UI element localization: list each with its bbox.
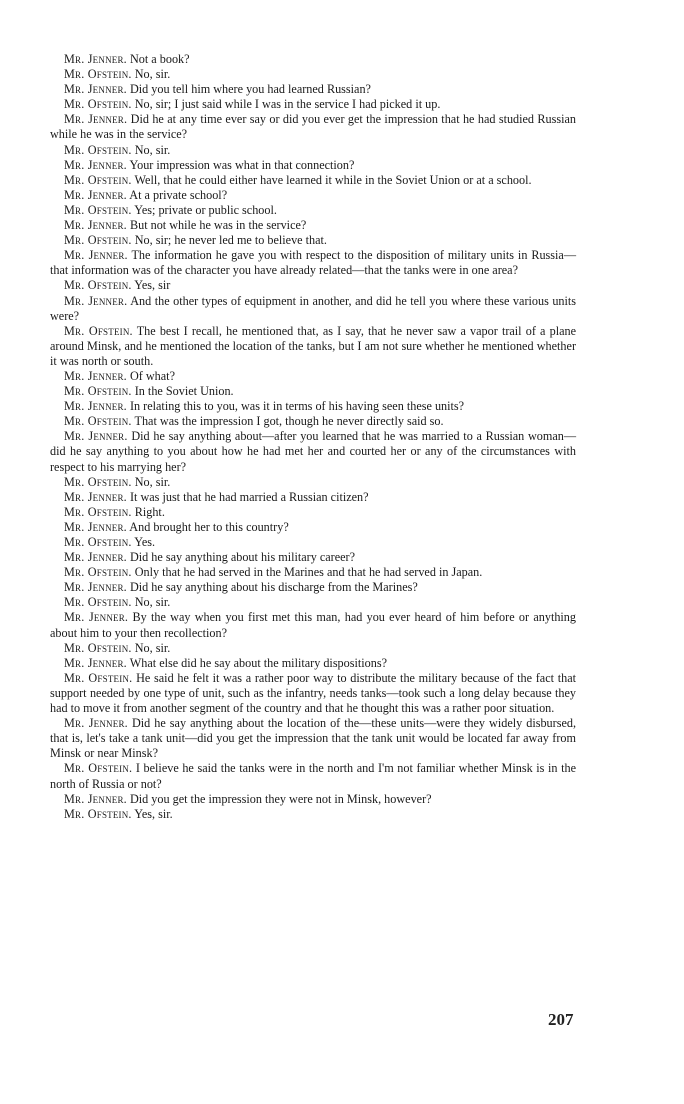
- testimony-paragraph: [50, 414, 576, 429]
- speech-text: Right.: [134, 504, 165, 519]
- testimony-paragraph: [50, 475, 576, 490]
- testimony-paragraph: [50, 384, 576, 399]
- testimony-paragraph: [50, 429, 576, 474]
- testimony-paragraph: [50, 67, 576, 82]
- speaker-name: Mr. Jenner.: [64, 519, 127, 534]
- speaker-name: Mr. Jenner.: [64, 368, 127, 383]
- speaker-name: Mr. Ofstein.: [64, 97, 132, 112]
- speech-text: Yes, sir: [134, 278, 171, 293]
- testimony-transcript: [50, 52, 576, 822]
- speaker-name: Mr. Ofstein.: [64, 384, 132, 399]
- speech-text: No, sir.: [134, 474, 171, 489]
- speech-text: Yes; private or public school.: [134, 202, 277, 217]
- testimony-paragraph: [50, 203, 576, 218]
- speaker-name: Mr. Ofstein.: [64, 806, 132, 821]
- speech-text: Did you tell him where you had learned Russian?: [129, 82, 371, 97]
- page-number: 207: [548, 1010, 574, 1029]
- testimony-paragraph: [50, 761, 576, 791]
- testimony-paragraph: [50, 158, 576, 173]
- speech-text: And the other types of equipment in another, and did he tell you where these various units were?: [50, 293, 577, 323]
- testimony-paragraph: [50, 188, 576, 203]
- speaker-name: Mr. Ofstein.: [64, 670, 133, 685]
- speech-text: At a private school?: [129, 187, 228, 202]
- speech-text: It was just that he had married a Russian citizen?: [129, 489, 369, 504]
- testimony-paragraph: [50, 218, 576, 233]
- testimony-paragraph: [50, 233, 576, 248]
- testimony-paragraph: [50, 610, 576, 640]
- speech-text: Did he say anything about—after you learned that he was married to a Russian woman—did he say anything to you about how he had met her and courted her or any of the circumstances with respect to his marrying her?: [50, 429, 577, 474]
- speaker-name: Mr. Jenner.: [64, 399, 127, 414]
- speech-text: Did he say anything about his military career?: [129, 550, 356, 565]
- testimony-paragraph: [50, 82, 576, 97]
- speaker-name: Mr. Ofstein.: [64, 278, 132, 293]
- speech-text: Did he say anything about his discharge from the Marines?: [129, 580, 418, 595]
- speech-text: Did he say anything about the location of the—these units—were they widely disbursed, that is, let's take a tank unit—did you get the impression that the tank unit would be located far away from Minsk or near Minsk?: [50, 716, 577, 761]
- document-page: [50, 52, 576, 822]
- testimony-paragraph: [50, 580, 576, 595]
- speech-text: The information he gave you with respect to the disposition of military units in Russia—that information was of the character you have already related—that the tanks were in one area?: [50, 248, 577, 278]
- speaker-name: Mr. Ofstein.: [64, 535, 132, 549]
- testimony-paragraph: [50, 716, 576, 761]
- speaker-name: Mr. Jenner.: [64, 429, 128, 444]
- speech-text: Well, that he could either have learned it while in the Soviet Union or at a school.: [134, 172, 532, 187]
- speech-text: The best I recall, he mentioned that, as I say, that he never saw a vapor trail of a plane around Minsk, and he mentioned the location of the tanks, but I am not sure whether he mentioned whether it was north or south.: [50, 323, 576, 368]
- speaker-name: Mr. Jenner.: [64, 52, 127, 66]
- speaker-name: Mr. Ofstein.: [64, 323, 133, 338]
- speech-text: No, sir.: [134, 67, 171, 82]
- speaker-name: Mr. Jenner.: [64, 157, 127, 172]
- speech-text: What else did he say about the military dispositions?: [129, 655, 387, 670]
- testimony-paragraph: [50, 324, 576, 369]
- testimony-paragraph: [50, 641, 576, 656]
- testimony-paragraph: [50, 399, 576, 414]
- speech-text: But not while he was in the service?: [129, 218, 307, 233]
- testimony-paragraph: [50, 143, 576, 158]
- speech-text: Only that he had served in the Marines and that he had served in Japan.: [134, 565, 483, 580]
- speaker-name: Mr. Jenner.: [64, 716, 128, 731]
- speech-text: No, sir.: [134, 595, 171, 610]
- speaker-name: Mr. Ofstein.: [64, 414, 132, 429]
- speaker-name: Mr. Jenner.: [64, 550, 127, 565]
- speaker-name: Mr. Jenner.: [64, 82, 127, 97]
- speaker-name: Mr. Ofstein.: [64, 233, 132, 248]
- speaker-name: Mr. Ofstein.: [64, 504, 132, 519]
- speaker-name: Mr. Jenner.: [64, 248, 128, 263]
- testimony-paragraph: [50, 490, 576, 505]
- testimony-paragraph: [50, 792, 576, 807]
- speaker-name: Mr. Ofstein.: [64, 595, 132, 610]
- speaker-name: Mr. Ofstein.: [64, 474, 132, 489]
- speech-text: In relating this to you, was it in terms of his having seen these units?: [129, 399, 465, 414]
- speaker-name: Mr. Jenner.: [64, 218, 127, 233]
- testimony-paragraph: [50, 807, 576, 822]
- speaker-name: Mr. Jenner.: [64, 293, 128, 308]
- testimony-paragraph: [50, 550, 576, 565]
- speaker-name: Mr. Jenner.: [64, 187, 127, 202]
- speaker-name: Mr. Jenner.: [64, 580, 127, 595]
- testimony-paragraph: [50, 112, 576, 142]
- testimony-paragraph: [50, 369, 576, 384]
- speaker-name: Mr. Jenner.: [64, 791, 127, 806]
- speaker-name: Mr. Jenner.: [64, 112, 128, 127]
- speech-text: In the Soviet Union.: [134, 384, 234, 399]
- speech-text: Your impression was what in that connection?: [129, 157, 355, 172]
- speech-text: No, sir; I just said while I was in the service I had picked it up.: [134, 97, 441, 112]
- speaker-name: Mr. Ofstein.: [64, 640, 132, 655]
- speech-text: And brought her to this country?: [129, 519, 289, 534]
- speech-text: No, sir.: [134, 640, 171, 655]
- speech-text: He said he felt it was a rather poor way to distribute the military because of the fact that support needed by one type of unit, such as the infantry, needs tanks—took such a long delay because they had to move it from another segment of the country and that he thought this was a rather poor situation.: [50, 670, 577, 716]
- speech-text: No, sir; he never led me to believe that.: [134, 233, 327, 248]
- speech-text: Not a book?: [129, 52, 190, 66]
- speech-text: By the way when you first met this man, had you ever heard of him before or anything about him to your then recollection?: [50, 610, 576, 640]
- speaker-name: Mr. Ofstein.: [64, 142, 132, 157]
- speaker-name: Mr. Jenner.: [64, 610, 129, 625]
- testimony-paragraph: [50, 595, 576, 610]
- speech-text: No, sir.: [134, 142, 171, 157]
- speech-text: I believe he said the tanks were in the north and I'm not familiar whether Minsk is in the north of Russia or not?: [50, 761, 577, 791]
- speech-text: Did he at any time ever say or did you ever get the impression that he had studied Russian while he was in the service?: [50, 112, 577, 142]
- speech-text: That was the impression I got, though he never directly said so.: [134, 414, 444, 429]
- speaker-name: Mr. Ofstein.: [64, 761, 133, 776]
- speech-text: Yes.: [134, 535, 156, 549]
- testimony-paragraph: [50, 173, 576, 188]
- speaker-name: Mr. Ofstein.: [64, 565, 132, 580]
- testimony-paragraph: [50, 52, 576, 67]
- testimony-paragraph: [50, 535, 576, 550]
- speaker-name: Mr. Jenner.: [64, 655, 127, 670]
- testimony-paragraph: [50, 520, 576, 535]
- speech-text: Of what?: [129, 368, 175, 383]
- speech-text: Yes, sir.: [134, 806, 173, 821]
- speech-text: Did you get the impression they were not in Minsk, however?: [129, 791, 432, 806]
- testimony-paragraph: [50, 656, 576, 671]
- testimony-paragraph: [50, 294, 576, 324]
- speaker-name: Mr. Ofstein.: [64, 202, 132, 217]
- testimony-paragraph: [50, 505, 576, 520]
- speaker-name: Mr. Ofstein.: [64, 67, 132, 82]
- testimony-paragraph: [50, 248, 576, 278]
- testimony-paragraph: [50, 565, 576, 580]
- testimony-paragraph: [50, 97, 576, 112]
- testimony-paragraph: [50, 671, 576, 716]
- testimony-paragraph: [50, 278, 576, 293]
- speaker-name: Mr. Ofstein.: [64, 172, 132, 187]
- speaker-name: Mr. Jenner.: [64, 489, 127, 504]
